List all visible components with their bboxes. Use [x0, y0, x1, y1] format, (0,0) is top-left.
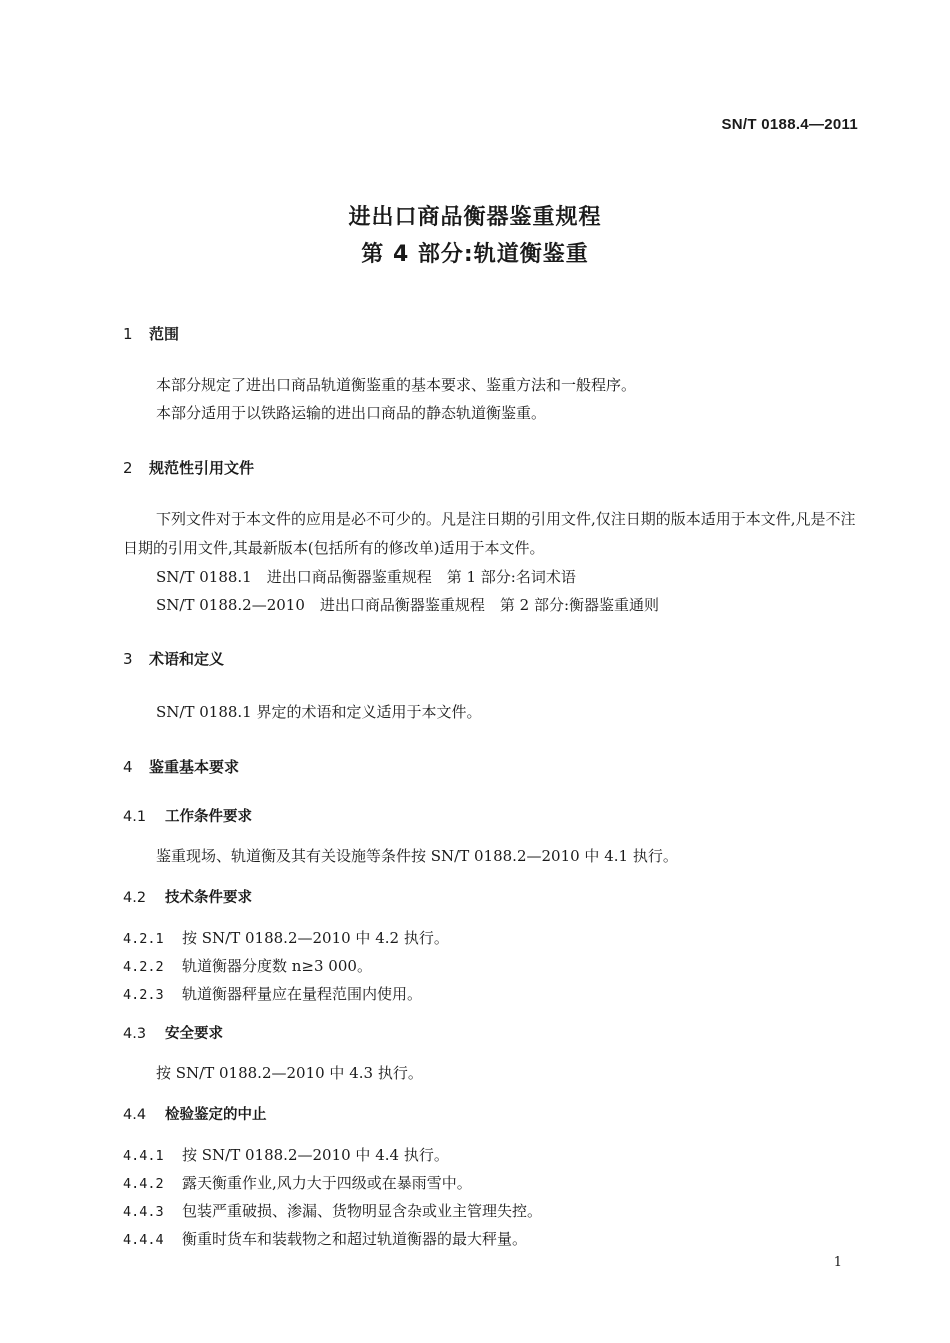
section-title: 规范性引用文件: [149, 459, 255, 477]
reference-item: SN/T 0188.1 进出口商品衡器鉴重规程 第 1 部分:名词术语: [156, 568, 576, 586]
section-number: 2: [123, 459, 133, 477]
subsection-4-1-heading: [123, 805, 252, 826]
clause-number: 4.4.2: [123, 1176, 164, 1192]
clause-number: 4.4.3: [123, 1204, 164, 1220]
clause-item: [123, 927, 449, 948]
subsection-title: 工作条件要求: [165, 809, 252, 825]
document-title: 进出口商品衡器鉴重规程: [348, 205, 602, 230]
subsection-4-3-heading: [123, 1022, 223, 1043]
clause-item: [123, 955, 372, 976]
clause-item: [123, 983, 422, 1004]
section-4-heading: [123, 756, 239, 777]
section-1-heading: [123, 323, 179, 344]
page-number: 1: [833, 1255, 842, 1270]
paragraph: 按 SN/T 0188.2—2010 中 4.3 执行。: [156, 1064, 423, 1082]
subsection-number: 4.2: [123, 890, 147, 906]
clause-text: 衡重时货车和装载物之和超过轨道衡器的最大秤量。: [182, 1230, 528, 1248]
section-2-heading: [123, 457, 254, 478]
section-3-heading: [123, 648, 224, 669]
clause-text: 按 SN/T 0188.2—2010 中 4.4 执行。: [182, 1146, 449, 1164]
clause-number: 4.2.1: [123, 931, 164, 947]
document-subtitle: 第 4 部分:轨道衡鉴重: [361, 242, 589, 267]
clause-number: 4.4.1: [123, 1148, 164, 1164]
paragraph: 本部分适用于以铁路运输的进出口商品的静态轨道衡鉴重。: [156, 404, 547, 422]
clause-item: [123, 1200, 542, 1221]
reference-item: SN/T 0188.2—2010 进出口商品衡器鉴重规程 第 2 部分:衡器鉴重通则: [156, 596, 660, 614]
clause-item: [123, 1172, 472, 1193]
standard-code: SN/T 0188.4—2011: [721, 116, 858, 133]
clause-item: [123, 1228, 527, 1249]
clause-text: 包装严重破损、渗漏、货物明显含杂或业主管理失控。: [182, 1202, 543, 1220]
section-title: 范围: [149, 325, 180, 343]
section-number: 4: [123, 758, 133, 776]
subsection-title: 安全要求: [165, 1026, 223, 1042]
clause-text: 轨道衡器分度数 n≥3 000。: [182, 957, 372, 975]
paragraph: 本部分规定了进出口商品轨道衡鉴重的基本要求、鉴重方法和一般程序。: [156, 376, 637, 394]
subsection-number: 4.3: [123, 1026, 147, 1042]
section-title: 鉴重基本要求: [149, 758, 240, 776]
clause-item: [123, 1144, 449, 1165]
subsection-title: 检验鉴定的中止: [165, 1107, 267, 1123]
subsection-4-4-heading: [123, 1103, 267, 1124]
section-title: 术语和定义: [149, 650, 225, 668]
subsection-title: 技术条件要求: [165, 890, 252, 906]
clause-number: 4.4.4: [123, 1232, 164, 1248]
subsection-number: 4.1: [123, 809, 147, 825]
clause-text: 露天衡重作业,风力大于四级或在暴雨雪中。: [182, 1174, 472, 1192]
clause-number: 4.2.2: [123, 959, 164, 975]
paragraph: 下列文件对于本文件的应用是必不可少的。凡是注日期的引用文件,仅注日期的版本适用于本文件,凡是不注日期的引用文件,其最新版本(包括所有的修改单)适用于本文件。: [123, 510, 856, 557]
subsection-4-2-heading: [123, 886, 252, 907]
paragraph: SN/T 0188.1 界定的术语和定义适用于本文件。: [156, 703, 482, 721]
subsection-number: 4.4: [123, 1107, 147, 1123]
section-number: 3: [123, 650, 133, 668]
clause-number: 4.2.3: [123, 987, 164, 1003]
section-number: 1: [123, 325, 133, 343]
paragraph: 鉴重现场、轨道衡及其有关设施等条件按 SN/T 0188.2—2010 中 4.1 执行。: [156, 847, 678, 865]
clause-text: 轨道衡器秤量应在量程范围内使用。: [182, 985, 423, 1003]
clause-text: 按 SN/T 0188.2—2010 中 4.2 执行。: [182, 929, 449, 947]
